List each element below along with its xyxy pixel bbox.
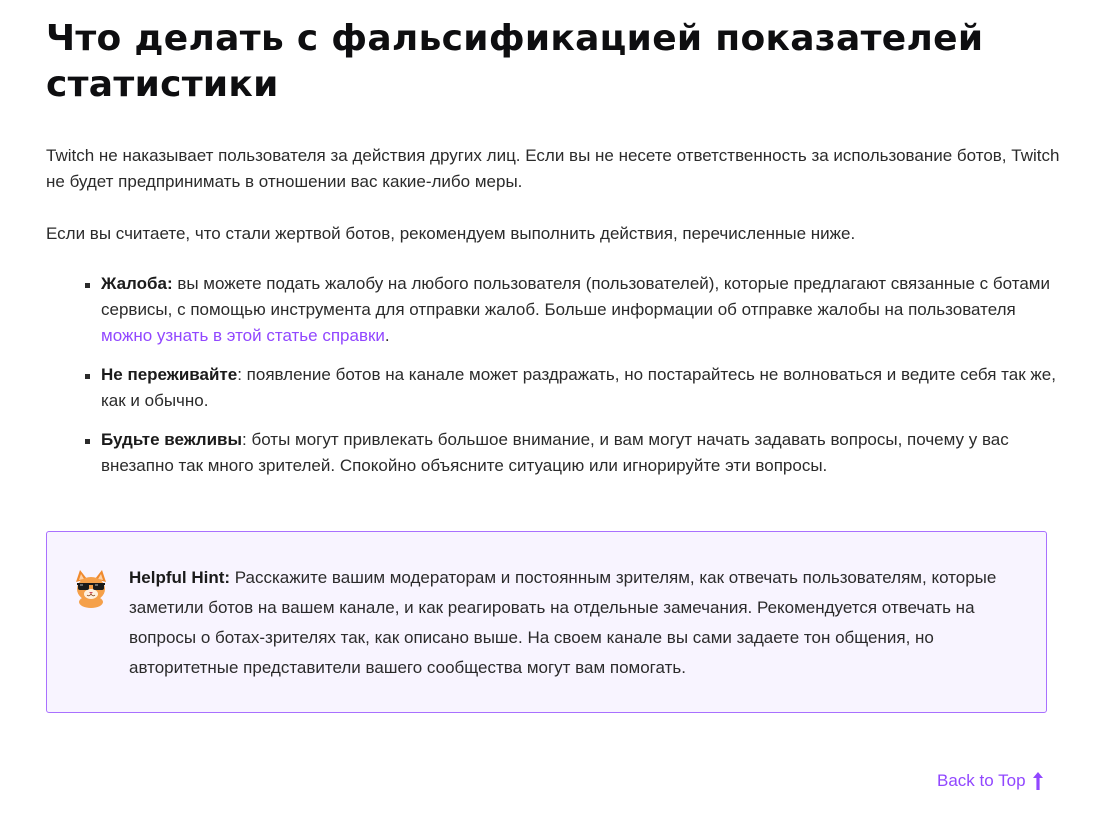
list-item-dont-worry bbox=[46, 362, 1056, 414]
back-to-top-link[interactable] bbox=[937, 768, 1044, 794]
arrow-up-icon bbox=[1032, 771, 1044, 791]
list-item-term: Жалоба: bbox=[101, 274, 173, 293]
list-item-text: : боты могут привлекать большое внимание, и вам могут начать задавать вопросы, почему у вас внезапно так много зрителей. Спокойно объясните ситуацию или игнорируйте эти вопросы. bbox=[101, 430, 1009, 475]
page-title: Что делать с фальсификацией показателей статистики bbox=[46, 18, 984, 105]
helpful-hint-callout bbox=[46, 531, 1047, 713]
bullet-marker bbox=[85, 374, 90, 379]
list-item-term: Не переживайте bbox=[101, 365, 238, 384]
hint-label: Helpful Hint: bbox=[129, 568, 231, 587]
hint-text bbox=[129, 563, 1029, 683]
lead-paragraph: Если вы считаете, что стали жертвой ботов, рекомендуем выполнить действия, перечисленные ниже. bbox=[46, 224, 856, 243]
list-item-text-end: . bbox=[384, 326, 390, 345]
list-item-text: : появление ботов на канале может раздражать, но постарайтесь не волноваться и ведите себя так же, как и обычно. bbox=[101, 365, 1056, 410]
bullet-marker bbox=[85, 439, 90, 444]
steps-list bbox=[46, 271, 1056, 492]
list-item-term: Будьте вежливы bbox=[101, 430, 243, 449]
list-item-report bbox=[46, 271, 1056, 349]
cat-with-sunglasses-icon bbox=[71, 568, 111, 608]
list-item-be-polite bbox=[46, 427, 1056, 479]
intro-paragraph: Twitch не наказывает пользователя за действия других лиц. Если вы не несете ответственность за использование ботов, Twitch не будет предпринимать в отношении вас какие-либо меры. bbox=[46, 146, 1060, 191]
list-item-text: вы можете подать жалобу на любого пользователя (пользователей), которые предлагают связанные с ботами сервисы, с помощью инструмента для отправки жалоб. Больше информации об отправке жалобы на пользователя bbox=[101, 274, 1050, 319]
back-to-top-label: Back to Top bbox=[937, 771, 1026, 790]
help-article-link[interactable]: можно узнать в этой статье справки bbox=[101, 326, 385, 345]
bullet-marker bbox=[85, 283, 90, 288]
hint-body: Расскажите вашим модераторам и постоянным зрителям, как отвечать пользователям, которые заметили ботов на вашем канале, и как реагировать на отдельные замечания. Рекомендуется отвечать на вопросы о ботах-зрителях так, как описано выше. На своем канале вы сами задаете тон общения, но авторитетные представители вашего сообщества могут вам помогать. bbox=[129, 568, 997, 677]
